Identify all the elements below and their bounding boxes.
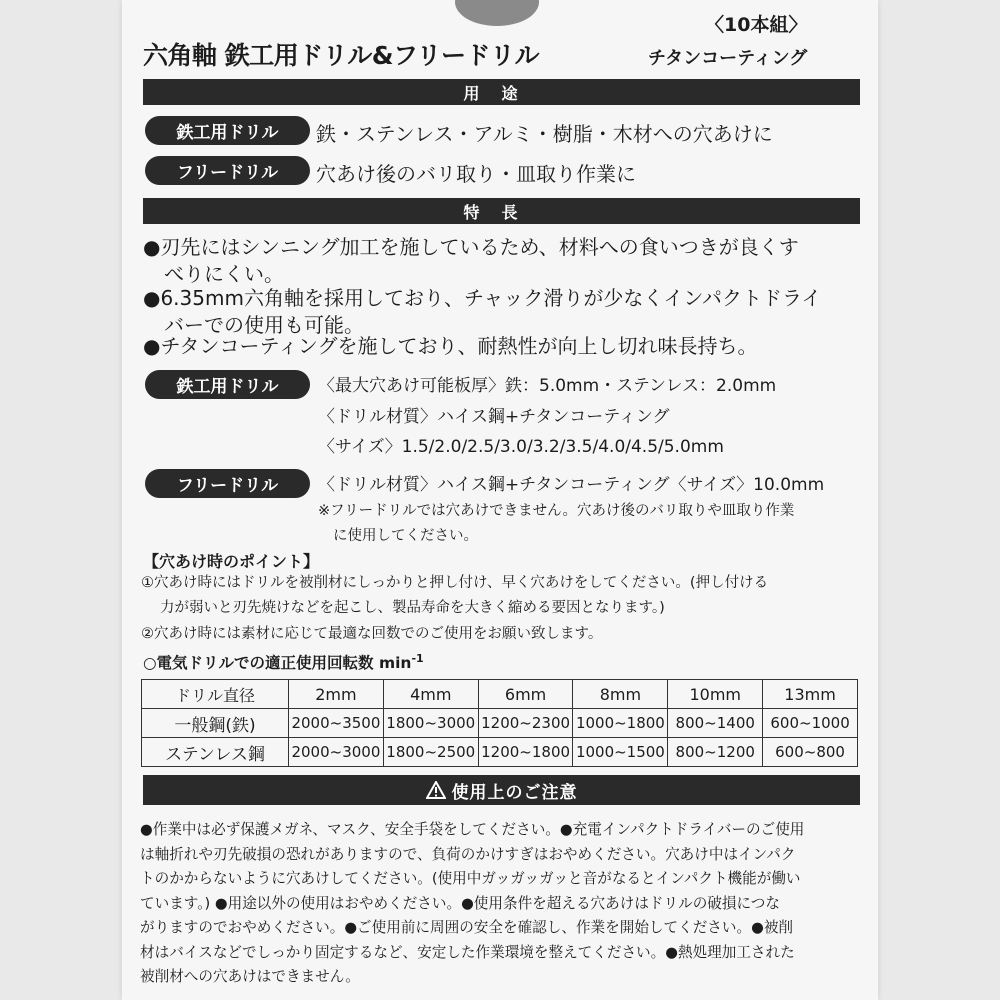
table-cell: 2000~3000 [289,738,384,767]
usage-text-iron: 鉄・ステンレス・アルミ・樹脂・木材への穴あけに [316,122,773,146]
usage-tag-free: フリードリル [145,156,310,185]
table-cell: 600~800 [763,738,858,767]
points-line3: ②穴あけ時には素材に応じて最適な回数でのご使用をお願い致します。 [141,626,603,642]
caution-line: ています。) ●用途以外の使用はおやめください。●使用条件を超える穴あけはドリルの破損につな [140,894,780,912]
table-cell: ステンレス鋼 [142,738,289,767]
feature-1-line2: べりにくい。 [164,262,284,286]
table-header-cell: 10mm [668,680,763,709]
rpm-table [141,679,858,767]
set-count: 〈10本組〉 [705,14,808,36]
table-cell: 1800~3000 [383,709,478,738]
caution-heading [143,775,860,805]
rpm-title-text: ○電気ドリルでの適正使用回転数 [143,654,374,672]
points-heading: 【穴あけ時のポイント】 [143,552,320,571]
feature-2-line2: バーでの使用も可能。 [164,313,364,337]
caution-heading-text: 使用上のご注意 [451,782,578,803]
table-header-cell: 13mm [763,680,858,709]
rpm-unit: min [378,654,412,672]
caution-line: ●作業中は必ず保護メガネ、マスク、安全手袋をしてください。●充電インパクトドライバーのご使用 [140,821,805,838]
caution-line: 材はバイスなどでしっかり固定するなど、安定した作業環境を整えてください。●熱処理加工された [140,943,795,961]
spec-tag-free: フリードリル [145,469,310,498]
coating-label: チタンコーティング [648,48,808,69]
spec-free-note2: に使用してください。 [333,528,478,544]
product-title: 六角軸 鉄工用ドリル&フリードリル [143,41,540,70]
table-cell: 1000~1800 [573,709,668,738]
spec-free-note1: ※フリードリルでは穴あけできません。穴あけ後のバリ取りや皿取り作業 [318,503,795,519]
rpm-unit-sup: -1 [411,651,424,665]
caution-line: がりますのでおやめください。●ご使用前に周囲の安全を確認し、作業を開始してください。●被削 [140,919,794,936]
table-cell: 600~1000 [763,709,858,738]
points-line2: 力が弱いと刃先焼けなどを起こし、製品寿命を大きく縮める要因となります。) [160,600,665,616]
table-cell: 2000~3500 [289,709,384,738]
table-header-cell: ドリル直径 [142,680,289,709]
caution-line: は軸折れや刃先破損の恐れがありますので、負荷のかけすぎはおやめください。穴あけ中はインパク [140,845,796,863]
table-cell: 1200~1800 [478,738,573,767]
table-row [142,709,858,738]
features-heading: 特長 [143,198,860,224]
table-header-row [142,680,858,709]
table-header-cell: 8mm [573,680,668,709]
feature-1-line1: ●刃先にはシンニング加工を施しているため、材料への食いつきが良くす [143,235,799,259]
caution-line: トのかからないように穴あけしてください。(使用中ガッガッガッと音がなるとインパクト機能が働い [140,870,801,887]
table-cell: 1200~2300 [478,709,573,738]
rpm-title [143,651,424,673]
table-cell: 1800~2500 [383,738,478,767]
warning-icon [426,781,446,799]
caution-line: 被削材への穴あけはできません。 [140,968,360,985]
table-cell: 一般鋼(鉄) [142,709,289,738]
usage-heading: 用途 [143,79,860,105]
spec-iron-line2: 〈ドリル材質〉ハイス鋼+チタンコーティング [318,407,670,427]
spec-free-line1: 〈ドリル材質〉ハイス鋼+チタンコーティング〈サイズ〉10.0mm [318,475,825,495]
table-header-cell: 2mm [289,680,384,709]
table-header-cell: 4mm [383,680,478,709]
feature-3-line1: ●チタンコーティングを施しており、耐熱性が向上し切れ味長持ち。 [143,334,758,358]
caution-body [140,818,865,990]
feature-2-line1: ●6.35mm六角軸を採用しており、チャック滑りが少なくインパクトドライ [143,286,822,310]
table-cell: 800~1400 [668,709,763,738]
usage-tag-iron: 鉄工用ドリル [145,116,310,145]
table-header-cell: 6mm [478,680,573,709]
usage-text-free: 穴あけ後のバリ取り・皿取り作業に [316,162,636,186]
table-cell: 800~1200 [668,738,763,767]
points-line1: ①穴あけ時にはドリルを被削材にしっかりと押し付け、早く穴あけをしてください。(押し付ける [141,575,769,591]
spec-iron-line3: 〈サイズ〉1.5/2.0/2.5/3.0/3.2/3.5/4.0/4.5/5.0mm [318,437,724,457]
table-cell: 1000~1500 [573,738,668,767]
spec-tag-iron: 鉄工用ドリル [145,370,310,399]
table-row [142,738,858,767]
spec-iron-line1: 〈最大穴あけ可能板厚〉鉄：5.0mm・ステンレス：2.0mm [318,376,777,396]
